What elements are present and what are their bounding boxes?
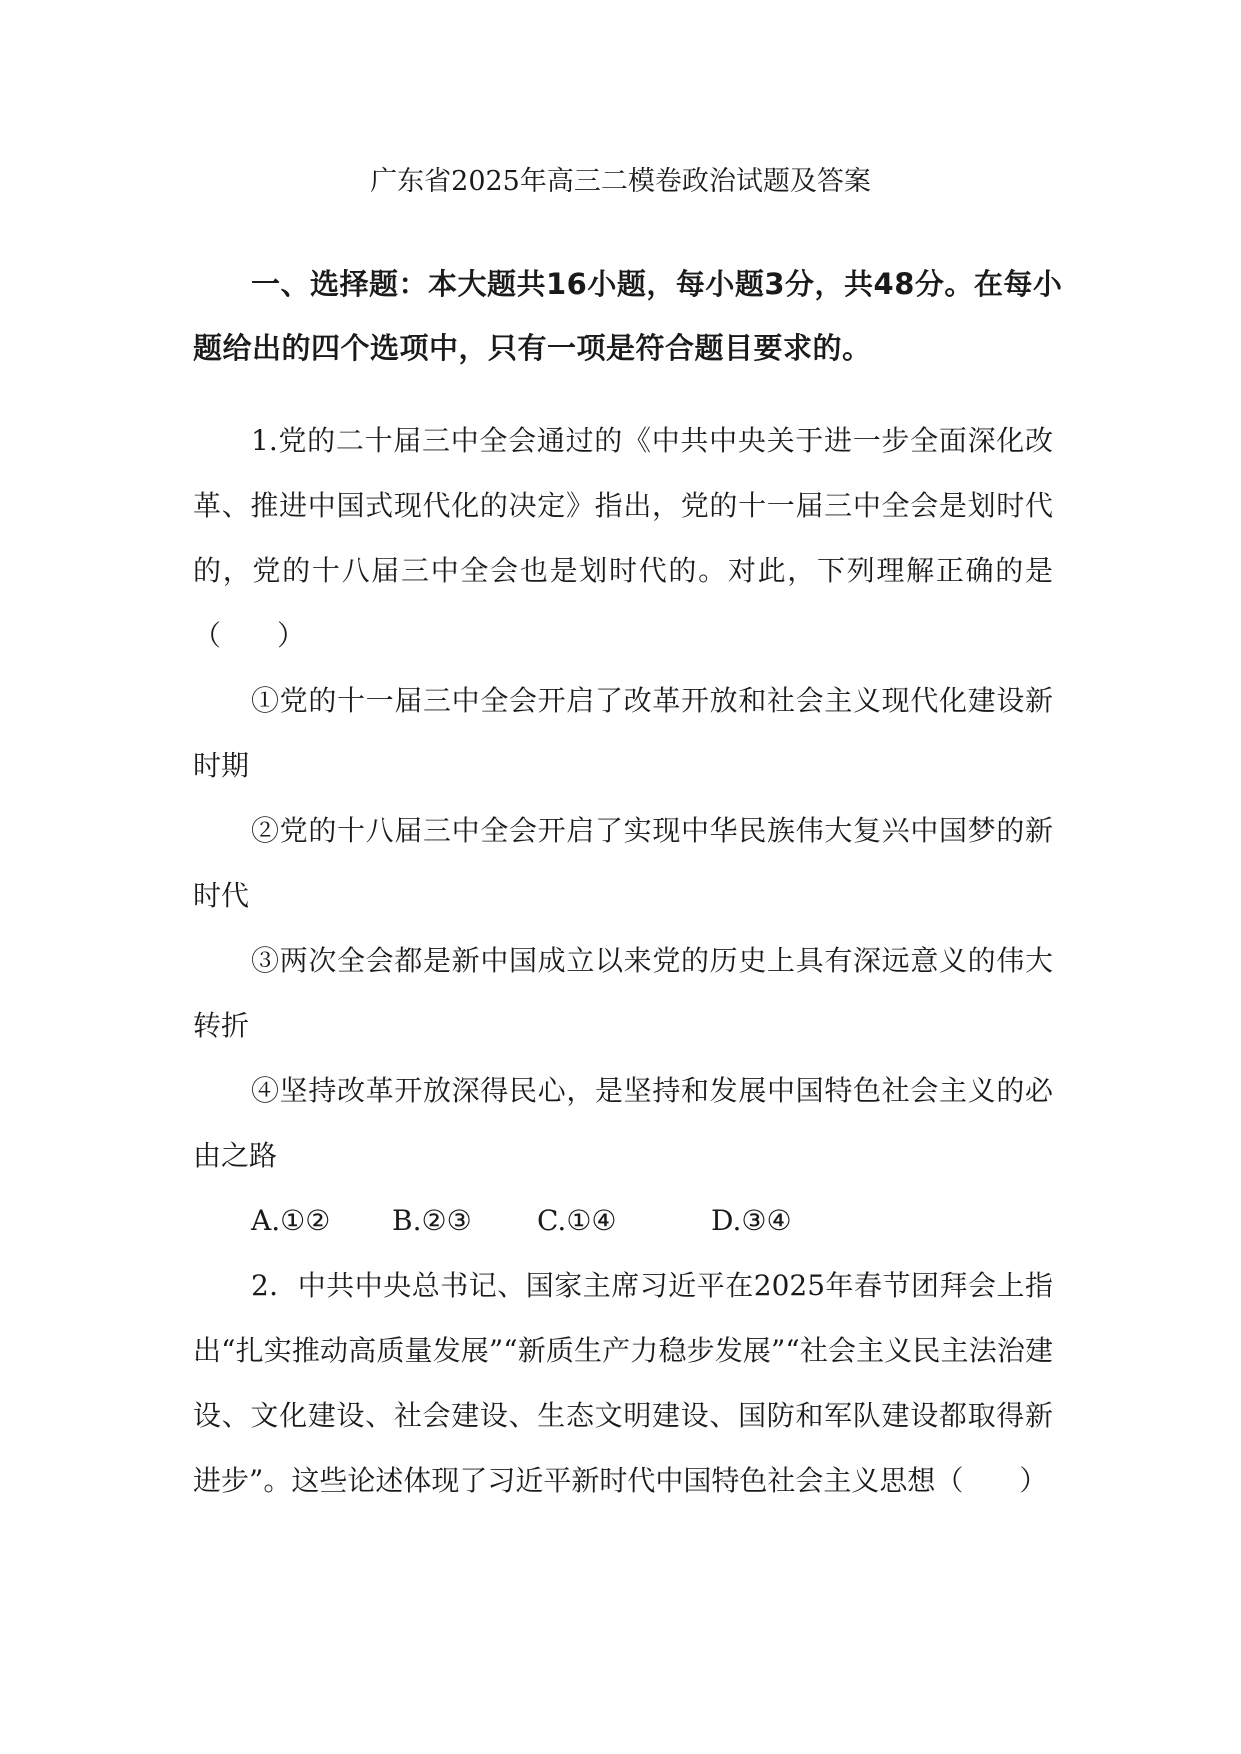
question-1-option-b: B.②③ [392,1204,472,1237]
question-1-statement-1: ①党的十一届三中全会开启了改革开放和社会主义现代化建设新时期 [193,684,1053,782]
question-1-option-d: D.③④ [711,1204,792,1237]
question-1-option-a: A.①② [251,1204,331,1237]
document-title: 广东省2025年高三二模卷政治试题及答案 [370,166,871,197]
question-1-statement-3: ③两次全会都是新中国成立以来党的历史上具有深远意义的伟大转折 [193,944,1053,1042]
document-body [193,408,1053,1513]
question-1-options [193,1188,1053,1253]
question-1-statement-4: ④坚持改革开放深得民心，是坚持和发展中国特色社会主义的必由之路 [193,1074,1053,1172]
question-1-statement-2: ②党的十八届三中全会开启了实现中华民族伟大复兴中国梦的新时代 [193,814,1053,912]
question-1-stem: 1.党的二十届三中全会通过的《中共中央关于进一步全面深化改革、推进中国式现代化的决定》指出，党的十一届三中全会是划时代的，党的十八届三中全会也是划时代的。对此，下列理解正确的是（ ） [193,424,1053,652]
question-1-option-c: C.①④ [537,1204,617,1237]
section-heading: 一、选择题：本大题共16小题，每小题3分，共48分。在每小题给出的四个选项中，只有一项是符合题目要求的。 [193,267,1063,365]
question-2-stem: 2．中共中央总书记、国家主席习近平在2025年春节团拜会上指出“扎实推动高质量发展”“新质生产力稳步发展”“社会主义民主法治建设、文化建设、社会建设、生态文明建设、国防和军队建设都取得新进步”。这些论述体现了习近平新时代中国特色社会主义思想（ ） [193,1269,1053,1497]
